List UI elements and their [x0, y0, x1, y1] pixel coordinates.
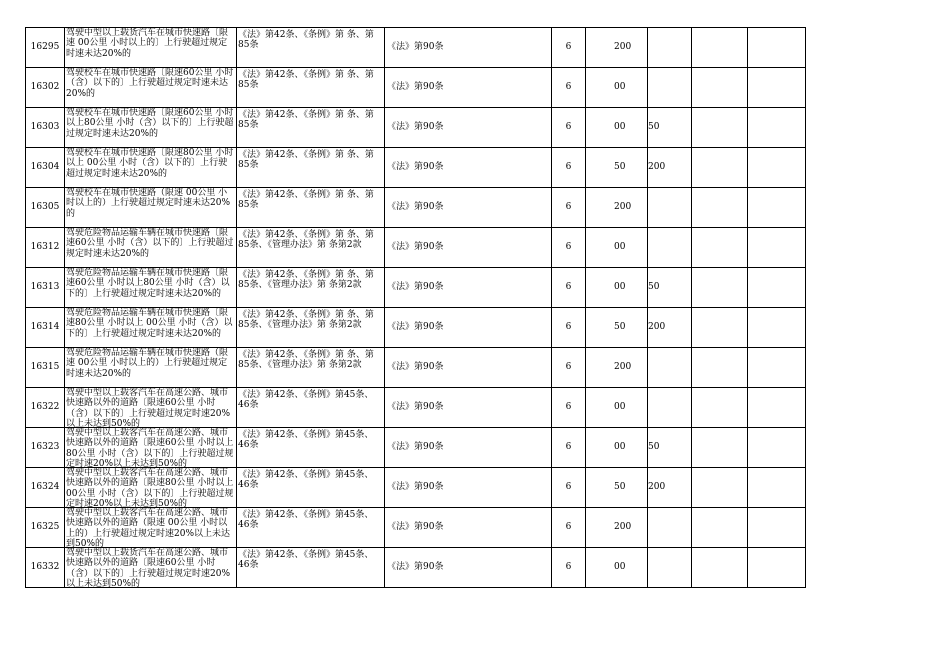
penalty-basis: 《法》第90条 [385, 508, 552, 548]
empty-cell [748, 28, 806, 68]
fine-amount-min: 00 [614, 402, 626, 412]
table-row [26, 428, 806, 468]
fine-amount-min: 50 [614, 482, 626, 492]
empty-cell [692, 68, 748, 108]
empty-cell [692, 308, 748, 348]
violation-table [25, 27, 806, 588]
fine-amount [586, 68, 648, 108]
empty-cell [748, 308, 806, 348]
penalty-points: 6 [552, 148, 586, 188]
violation-code: 16313 [26, 268, 65, 308]
penalty-points: 6 [552, 388, 586, 428]
fine-amount-min: 00 [614, 442, 626, 452]
penalty-points: 6 [552, 268, 586, 308]
fine-amount [586, 548, 648, 588]
fine-amount [586, 148, 666, 188]
fine-amount-max: 50 [648, 282, 660, 292]
empty-cell [748, 228, 806, 268]
penalty-points: 6 [552, 348, 586, 388]
empty-cell [748, 388, 806, 428]
violation-description [65, 228, 237, 268]
penalty-points: 6 [552, 308, 586, 348]
fine-amount-max: 200 [648, 322, 666, 332]
penalty-points: 6 [552, 68, 586, 108]
fine-amount-max: 200 [648, 482, 666, 492]
empty-cell [648, 28, 692, 68]
empty-cell [748, 268, 806, 308]
violation-description [65, 388, 237, 428]
legal-basis-text: 《法》第42条、《条例》第 条、第85条 [238, 30, 374, 51]
violation-code: 16315 [26, 348, 65, 388]
penalty-points: 6 [552, 28, 586, 68]
empty-cell [648, 348, 692, 388]
legal-basis-text: 《法》第42条、《条例》第 条、第85条 [238, 190, 374, 211]
penalty-basis: 《法》第90条 [385, 268, 552, 308]
fine-amount-max: 50 [648, 122, 660, 132]
table-row [26, 108, 806, 148]
table-row [26, 308, 806, 348]
empty-cell [748, 188, 806, 228]
violation-description [65, 268, 237, 308]
fine-amount-min: 00 [614, 562, 626, 572]
fine-amount [586, 388, 648, 428]
violation-description-text: 驾驶校车在城市快速路〔限速80公里 小时以上 00公里 小时（含）以下的〕上行驶超过规定时速未达20%的 [66, 148, 234, 179]
empty-cell [648, 548, 692, 588]
violation-table-sheet [25, 27, 805, 588]
empty-cell [692, 388, 748, 428]
penalty-basis: 《法》第90条 [385, 188, 552, 228]
violation-description-text: 驾驶中型以上载客汽车在高速公路、城市快速路以外的道路〔限速80公里 小时以上 00公里 小时（含）以下的〕上行驶超过规定时速20%以上未达到50%的 [66, 468, 234, 510]
legal-basis [237, 548, 385, 588]
legal-basis [237, 108, 385, 148]
fine-amount-min: 00 [614, 122, 626, 132]
violation-description-text: 驾驶危险物品运输车辆在城市快速路（限速 00公里 小时以上的）上行驶超过规定时速未达20%的 [66, 348, 229, 379]
table-row [26, 148, 806, 188]
violation-description-text: 驾驶中型以上载货汽车在城市快速路〔限速 00公里 小时以上的〕上行驶超过规定时速未达20%的 [66, 28, 229, 59]
legal-basis-text: 《法》第42条、《条例》第 条、第85条、《管理办法》第 条第2款 [238, 230, 374, 251]
legal-basis-text: 《法》第42条、《条例》第45条、46条 [238, 510, 374, 531]
empty-cell [748, 348, 806, 388]
violation-description-text: 驾驶校车在城市快速路〔限速60公里 小时（含）以下的〕上行驶超过规定时速未达20%的 [66, 68, 234, 99]
violation-code: 16312 [26, 228, 65, 268]
empty-cell [692, 508, 748, 548]
fine-amount-max: 50 [648, 442, 660, 452]
empty-cell [692, 428, 748, 468]
penalty-basis: 《法》第90条 [385, 548, 552, 588]
violation-code: 16325 [26, 508, 65, 548]
table-row [26, 188, 806, 228]
violation-description-text: 驾驶中型以上载客汽车在高速公路、城市快速路以外的道路〔限速60公里 小时以上80公里 小时（含）以下的〕上行驶超过规定时速20%以上未达到50%的 [66, 428, 234, 470]
violation-code: 16305 [26, 188, 65, 228]
violation-description-text: 驾驶中型以上载客汽车在高速公路、城市快速路以外的道路（限速 00公里 小时以上的）上行驶超过规定时速20%以上未达到50%的 [66, 508, 231, 550]
empty-cell [692, 548, 748, 588]
fine-amount-min: 50 [614, 162, 626, 172]
legal-basis [237, 148, 385, 188]
penalty-basis: 《法》第90条 [385, 228, 552, 268]
fine-amount-min: 00 [614, 282, 626, 292]
empty-cell [648, 508, 692, 548]
empty-cell [648, 388, 692, 428]
legal-basis-text: 《法》第42条、《条例》第45条、46条 [238, 430, 374, 451]
legal-basis-text: 《法》第42条、《条例》第 条、第85条 [238, 110, 374, 131]
violation-code: 16295 [26, 28, 65, 68]
violation-code: 16302 [26, 68, 65, 108]
empty-cell [748, 468, 806, 508]
violation-description [65, 348, 237, 388]
empty-cell [692, 28, 748, 68]
fine-amount [586, 28, 648, 68]
penalty-basis: 《法》第90条 [385, 308, 552, 348]
violation-description-text: 驾驶校车在城市快速路（限速 00公里 小时以上的）上行驶超过规定时速未达20%的 [66, 188, 231, 219]
fine-amount [586, 308, 666, 348]
empty-cell [748, 428, 806, 468]
violation-code: 16324 [26, 468, 65, 508]
table-row [26, 268, 806, 308]
penalty-points: 6 [552, 228, 586, 268]
penalty-basis: 《法》第90条 [385, 148, 552, 188]
legal-basis-text: 《法》第42条、《条例》第45条、46条 [238, 470, 374, 491]
violation-description-text: 驾驶校车在城市快速路〔限速60公里 小时以上80公里 小时（含）以下的〕上行驶超过规定时速未达20%的 [66, 108, 234, 139]
fine-amount [586, 468, 666, 508]
violation-description [65, 148, 237, 188]
empty-cell [692, 468, 748, 508]
fine-amount [586, 228, 648, 268]
violation-description-text: 驾驶危险物品运输车辆在城市快速路〔限速80公里 小时以上 00公里 小时（含）以下的〕上行驶超过规定时速未达20%的 [66, 308, 233, 339]
fine-amount [586, 508, 648, 548]
empty-cell [692, 268, 748, 308]
table-row [26, 548, 806, 588]
empty-cell [692, 148, 748, 188]
penalty-basis: 《法》第90条 [385, 28, 552, 68]
violation-description-text: 驾驶危险物品运输车辆在城市快速路〔限速60公里 小时以上80公里 小时（含）以下的〕上行驶超过规定时速未达20%的 [66, 268, 230, 299]
penalty-basis: 《法》第90条 [385, 348, 552, 388]
violation-description [65, 468, 237, 508]
violation-code: 16303 [26, 108, 65, 148]
legal-basis [237, 308, 385, 348]
violation-code: 16323 [26, 428, 65, 468]
fine-amount-min: 200 [614, 362, 632, 372]
violation-description [65, 308, 237, 348]
table-row [26, 508, 806, 548]
legal-basis [237, 468, 385, 508]
penalty-basis: 《法》第90条 [385, 428, 552, 468]
penalty-basis: 《法》第90条 [385, 68, 552, 108]
legal-basis [237, 508, 385, 548]
fine-amount-max: 200 [648, 162, 666, 172]
empty-cell [748, 548, 806, 588]
fine-amount-min: 00 [614, 82, 626, 92]
legal-basis-text: 《法》第42条、《条例》第45条、46条 [238, 390, 374, 411]
empty-cell [748, 108, 806, 148]
penalty-basis: 《法》第90条 [385, 108, 552, 148]
table-row [26, 388, 806, 428]
violation-code: 16304 [26, 148, 65, 188]
fine-amount [586, 428, 660, 468]
penalty-points: 6 [552, 468, 586, 508]
violation-description [65, 548, 237, 588]
empty-cell [648, 188, 692, 228]
violation-description [65, 508, 237, 548]
violation-description-text: 驾驶危险物品运输车辆在城市快速路〔限速60公里 小时（含）以下的〕上行驶超过规定时速未达20%的 [66, 228, 234, 259]
legal-basis-text: 《法》第42条、《条例》第45条、46条 [238, 550, 374, 571]
violation-code: 16314 [26, 308, 65, 348]
legal-basis [237, 388, 385, 428]
empty-cell [648, 228, 692, 268]
legal-basis [237, 228, 385, 268]
table-row [26, 468, 806, 508]
legal-basis-text: 《法》第42条、《条例》第 条、第85条 [238, 70, 374, 91]
violation-description-text: 驾驶中型以上载货汽车在高速公路、城市快速路以外的道路〔限速60公里 小时（含）以下的〕上行驶超过规定时速20%以上未达到50%的 [66, 548, 231, 590]
table-row [26, 228, 806, 268]
violation-code: 16332 [26, 548, 65, 588]
legal-basis [237, 268, 385, 308]
violation-description [65, 428, 237, 468]
legal-basis [237, 348, 385, 388]
penalty-points: 6 [552, 188, 586, 228]
violation-code: 16322 [26, 388, 65, 428]
table-row [26, 28, 806, 68]
fine-amount-min: 50 [614, 322, 626, 332]
fine-amount-min: 200 [614, 42, 632, 52]
fine-amount-min: 200 [614, 202, 632, 212]
legal-basis [237, 28, 385, 68]
empty-cell [748, 148, 806, 188]
violation-description-text: 驾驶中型以上载客汽车在高速公路、城市快速路以外的道路〔限速60公里 小时（含）以下的〕上行驶超过规定时速20%以上未达到50%的 [66, 388, 231, 430]
fine-amount-min: 200 [614, 522, 632, 532]
empty-cell [748, 68, 806, 108]
empty-cell [692, 228, 748, 268]
fine-amount [586, 188, 648, 228]
legal-basis [237, 68, 385, 108]
penalty-points: 6 [552, 428, 586, 468]
empty-cell [648, 68, 692, 108]
legal-basis-text: 《法》第42条、《条例》第 条、第85条、《管理办法》第 条第2款 [238, 350, 374, 371]
penalty-points: 6 [552, 508, 586, 548]
penalty-basis: 《法》第90条 [385, 388, 552, 428]
fine-amount-min: 00 [614, 242, 626, 252]
legal-basis-text: 《法》第42条、《条例》第 条、第85条、《管理办法》第 条第2款 [238, 270, 374, 291]
violation-description [65, 68, 237, 108]
empty-cell [692, 108, 748, 148]
legal-basis [237, 428, 385, 468]
empty-cell [748, 508, 806, 548]
empty-cell [692, 348, 748, 388]
fine-amount [586, 108, 660, 148]
table-row [26, 68, 806, 108]
legal-basis-text: 《法》第42条、《条例》第 条、第85条 [238, 150, 374, 171]
legal-basis [237, 188, 385, 228]
penalty-basis: 《法》第90条 [385, 468, 552, 508]
table-row [26, 348, 806, 388]
fine-amount [586, 268, 660, 308]
penalty-points: 6 [552, 108, 586, 148]
legal-basis-text: 《法》第42条、《条例》第 条、第85条、《管理办法》第 条第2款 [238, 310, 374, 331]
empty-cell [692, 188, 748, 228]
fine-amount [586, 348, 648, 388]
violation-description [65, 188, 237, 228]
violation-description [65, 28, 237, 68]
penalty-points: 6 [552, 548, 586, 588]
violation-description [65, 108, 237, 148]
